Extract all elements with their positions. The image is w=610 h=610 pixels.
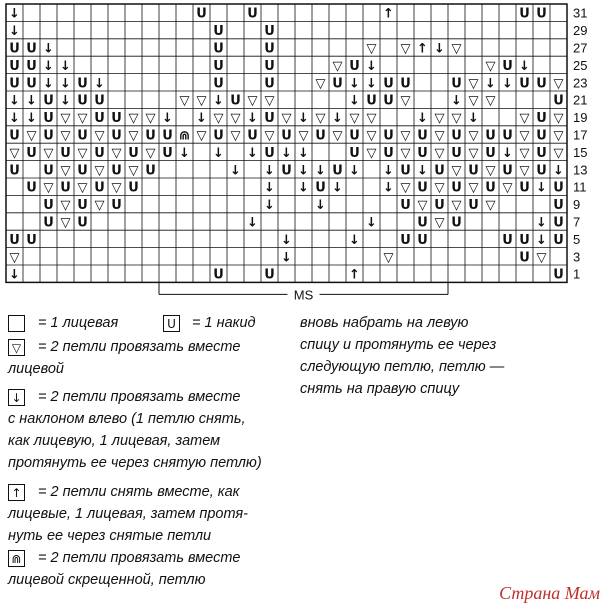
ssk-cell: ↓ — [9, 111, 20, 127]
yarn-over-cell: U — [383, 93, 394, 109]
yarn-over-cell: U — [502, 128, 513, 144]
row-number: 31 — [573, 5, 588, 21]
k2tog-cell: ▽ — [434, 128, 445, 144]
legend-k2tog-2: лицевой — [8, 361, 64, 377]
yarn-over-cell: U — [366, 93, 377, 109]
row-number: 1 — [573, 266, 581, 282]
k2tog-cell: ▽ — [315, 76, 326, 92]
legend-k2tog-tbl: = 2 петли провязать вместе — [38, 550, 241, 566]
k2tog-cell: ▽ — [434, 180, 445, 196]
yarn-over-cell: U — [553, 232, 564, 248]
k2tog-cell: ▽ — [43, 180, 54, 196]
row-number: 9 — [573, 197, 581, 213]
k2tog-cell: ▽ — [77, 145, 88, 161]
k2tog-cell: ▽ — [451, 198, 462, 214]
yarn-over-cell: U — [264, 267, 275, 283]
row-number: 27 — [573, 40, 588, 56]
ssk-cell: ↓ — [332, 111, 343, 127]
yarn-over-cell: U — [128, 180, 139, 196]
legend-cont-4: снять на правую спицу — [300, 381, 460, 397]
legend-k2tog-tbl-2: лицевой скрещенной, петлю — [8, 572, 206, 588]
yarn-over-cell: U — [349, 58, 360, 74]
yarn-over-cell: U — [94, 93, 105, 109]
yarn-over-cell: U — [468, 198, 479, 214]
k2tog-cell: ▽ — [468, 180, 479, 196]
yarn-over-cell: U — [281, 163, 292, 179]
ssk-cell: ↓ — [315, 198, 326, 214]
yarn-over-cell: U — [281, 128, 292, 144]
s2kp-symbol-icon: ↑ — [8, 484, 25, 501]
k2tog-cell: ▽ — [468, 93, 479, 109]
k2tog-cell: ▽ — [94, 163, 105, 179]
s2kp-cell: ↑ — [383, 6, 394, 22]
yarn-over-cell: U — [434, 198, 445, 214]
ssk-cell: ↓ — [502, 145, 513, 161]
yarn-over-cell: U — [553, 215, 564, 231]
ssk-cell: ↓ — [60, 76, 71, 92]
yarn-over-cell: U — [111, 111, 122, 127]
k2tog-cell: ▽ — [383, 250, 394, 266]
yarn-over-cell: U — [43, 93, 54, 109]
ssk-cell: ↓ — [536, 180, 547, 196]
yarn-over-cell: U — [77, 76, 88, 92]
ssk-cell: ↓ — [9, 24, 20, 40]
yarn-over-cell: U — [43, 215, 54, 231]
legend-ssk-3: как лицевую, 1 лицевая, затем — [8, 433, 221, 449]
legend-knit: = 1 лицевая — [38, 315, 119, 331]
k2tog-cell: ▽ — [519, 111, 530, 127]
k2tog-cell: ▽ — [179, 93, 190, 109]
k2tog-cell: ▽ — [9, 145, 20, 161]
yarn-over-cell: U — [553, 198, 564, 214]
k2tog-cell: ▽ — [519, 128, 530, 144]
ssk-cell: ↓ — [213, 145, 224, 161]
row-number: 5 — [573, 231, 581, 247]
ssk-cell: ↓ — [179, 145, 190, 161]
k2tog-cell: ▽ — [553, 111, 564, 127]
k2tog-cell: ▽ — [502, 180, 513, 196]
ssk-cell: ↓ — [281, 232, 292, 248]
legend-cont-2: спицу и протянуть ее через — [300, 337, 497, 353]
ssk-cell: ↓ — [366, 76, 377, 92]
yarn-over-cell: U — [77, 215, 88, 231]
row-number: 15 — [573, 144, 588, 160]
ssk-symbol-icon: ↓ — [8, 389, 25, 406]
k2tog-cell: ▽ — [77, 180, 88, 196]
yarn-over-cell: U — [9, 58, 20, 74]
k2tog-cell: ▽ — [111, 145, 122, 161]
legend-k2tog: = 2 петли провязать вместе — [38, 339, 241, 355]
yarn-over-cell: U — [213, 128, 224, 144]
k2tog-cell: ▽ — [128, 163, 139, 179]
yarn-over-cell: U — [536, 111, 547, 127]
k2tog-cell: ▽ — [485, 163, 496, 179]
k2tog-cell: ▽ — [519, 163, 530, 179]
yarn-over-cell: U — [213, 58, 224, 74]
yarn-over-cell: U — [485, 145, 496, 161]
k2tog-cell: ▽ — [417, 198, 428, 214]
k2tog-tbl-symbol-icon: ⋒ — [8, 550, 25, 567]
legend-ssk-2: с наклоном влево (1 петлю снять, — [8, 411, 246, 427]
ssk-cell: ↓ — [281, 250, 292, 266]
k2tog-cell: ▽ — [468, 145, 479, 161]
yarn-over-cell: U — [60, 145, 71, 161]
k2tog-cell: ▽ — [247, 93, 258, 109]
k2tog-cell: ▽ — [145, 111, 156, 127]
k2tog-cell: ▽ — [451, 41, 462, 57]
k2tog-cell: ▽ — [332, 58, 343, 74]
yarn-over-cell: U — [77, 128, 88, 144]
ssk-cell: ↓ — [162, 111, 173, 127]
ssk-cell: ↓ — [9, 267, 20, 283]
yarn-over-cell: U — [519, 76, 530, 92]
legend-ssk-4: протянуть ее через снятую петлю) — [8, 455, 262, 471]
k2tog-cell: ▽ — [400, 145, 411, 161]
row-number: 3 — [573, 249, 581, 265]
yarn-over-cell: U — [315, 128, 326, 144]
yarn-over-cell: U — [111, 128, 122, 144]
yarn-over-cell: U — [213, 76, 224, 92]
yarn-over-cell: U — [9, 163, 20, 179]
ssk-cell: ↓ — [383, 180, 394, 196]
yarn-over-cell: U — [383, 128, 394, 144]
k2tog-cell: ▽ — [400, 93, 411, 109]
k2tog-cell: ▽ — [468, 128, 479, 144]
ssk-cell: ↓ — [298, 163, 309, 179]
yarn-over-cell: U — [264, 145, 275, 161]
k2tog-cell: ▽ — [60, 163, 71, 179]
yarn-over-cell: U — [519, 6, 530, 22]
yarn-over-cell: U — [162, 145, 173, 161]
ssk-cell: ↓ — [383, 163, 394, 179]
k2tog-cell: ▽ — [434, 215, 445, 231]
k2tog-cell: ▽ — [264, 93, 275, 109]
k2tog-cell: ▽ — [366, 41, 377, 57]
row-number: 7 — [573, 214, 581, 230]
ssk-cell: ↓ — [536, 232, 547, 248]
yarn-over-cell: U — [417, 128, 428, 144]
yarn-over-cell: U — [519, 250, 530, 266]
legend-s2kp-3: нуть ее через снятые петли — [8, 528, 212, 544]
k2tog-cell: ▽ — [77, 111, 88, 127]
row-number: 21 — [573, 92, 588, 108]
ssk-cell: ↓ — [349, 232, 360, 248]
yarn-over-cell: U — [468, 163, 479, 179]
ssk-cell: ↓ — [264, 198, 275, 214]
k2tog-cell: ▽ — [230, 128, 241, 144]
legend-s2kp-2: лицевые, 1 лицевая, затем протя- — [8, 506, 248, 522]
yarn-over-cell: U — [9, 76, 20, 92]
ssk-cell: ↓ — [264, 163, 275, 179]
yarn-over-cell: U — [230, 93, 241, 109]
yarn-over-cell: U — [502, 58, 513, 74]
ssk-cell: ↓ — [230, 163, 241, 179]
k2tog-cell: ▽ — [400, 41, 411, 57]
yarn-over-cell: U — [400, 232, 411, 248]
ssk-cell: ↓ — [60, 93, 71, 109]
legend-cont-3: следующую петлю, петлю — — [300, 359, 505, 375]
yarn-over-cell: U — [400, 76, 411, 92]
k2tog-cell: ▽ — [400, 128, 411, 144]
k2tog-cell: ▽ — [128, 111, 139, 127]
k2tog-tbl-cell: ⋒ — [179, 128, 190, 144]
k2tog-cell: ▽ — [60, 111, 71, 127]
yarn-over-cell: U — [519, 180, 530, 196]
ssk-cell: ↓ — [213, 93, 224, 109]
row-number: 11 — [573, 179, 587, 195]
yarn-over-cell: U — [111, 198, 122, 214]
yarn-over-cell: U — [417, 232, 428, 248]
k2tog-cell: ▽ — [485, 93, 496, 109]
yarn-over-cell: U — [451, 145, 462, 161]
yarn-over-cell: U — [43, 198, 54, 214]
yarn-over-cell: U — [213, 41, 224, 57]
ssk-cell: ↓ — [298, 180, 309, 196]
k2tog-cell: ▽ — [213, 111, 224, 127]
yarn-over-cell: U — [502, 232, 513, 248]
yarn-over-cell: U — [315, 180, 326, 196]
ssk-cell: ↓ — [519, 58, 530, 74]
k2tog-cell: ▽ — [94, 198, 105, 214]
watermark-logo: Страна Мам — [499, 583, 600, 603]
s2kp-cell: ↑ — [349, 267, 360, 283]
yarn-over-cell: U — [417, 145, 428, 161]
k2tog-cell: ▽ — [434, 111, 445, 127]
k2tog-cell: ▽ — [111, 180, 122, 196]
yarn-over-cell: U — [519, 232, 530, 248]
yarn-over-cell: U — [26, 145, 37, 161]
yarn-over-cell: U — [77, 198, 88, 214]
yarn-over-cell: U — [264, 41, 275, 57]
ssk-cell: ↓ — [332, 180, 343, 196]
k2tog-cell: ▽ — [60, 128, 71, 144]
yarn-over-cell: U — [417, 215, 428, 231]
yarn-over-cell: U — [264, 58, 275, 74]
ssk-cell: ↓ — [315, 163, 326, 179]
yarn-over-cell: U — [417, 180, 428, 196]
ssk-cell: ↓ — [502, 76, 513, 92]
k2tog-cell: ▽ — [332, 128, 343, 144]
k2tog-cell: ▽ — [196, 93, 207, 109]
k2tog-cell: ▽ — [9, 250, 20, 266]
ssk-cell: ↓ — [281, 145, 292, 161]
yarn-over-cell: U — [26, 58, 37, 74]
k2tog-cell: ▽ — [230, 111, 241, 127]
ssk-cell: ↓ — [349, 76, 360, 92]
yarn-over-cell: U — [26, 41, 37, 57]
legend-yarn-over: = 1 накид — [192, 315, 256, 331]
yarn-over-cell: U — [485, 128, 496, 144]
k2tog-cell: ▽ — [43, 145, 54, 161]
ssk-cell: ↓ — [26, 93, 37, 109]
k2tog-cell: ▽ — [553, 128, 564, 144]
row-number: 13 — [573, 162, 588, 178]
yarn-over-cell: U — [485, 180, 496, 196]
yarn-over-cell: U — [349, 128, 360, 144]
yarn-over-cell: U — [502, 163, 513, 179]
ssk-cell: ↓ — [60, 58, 71, 74]
k2tog-cell: ▽ — [400, 180, 411, 196]
yarn-over-cell: U — [553, 180, 564, 196]
legend-ssk: = 2 петли провязать вместе — [38, 389, 241, 405]
repeat-label: MS — [293, 287, 314, 303]
ssk-cell: ↓ — [468, 111, 479, 127]
ssk-cell: ↓ — [43, 58, 54, 74]
k2tog-cell: ▽ — [60, 198, 71, 214]
yarn-over-cell: U — [128, 145, 139, 161]
yarn-over-cell: U — [553, 93, 564, 109]
yarn-over-cell: U — [383, 76, 394, 92]
yarn-over-cell: U — [536, 76, 547, 92]
ssk-cell: ↓ — [9, 93, 20, 109]
yarn-over-cell: U — [77, 163, 88, 179]
ssk-cell: ↓ — [349, 163, 360, 179]
ssk-cell: ↓ — [366, 58, 377, 74]
ssk-cell: ↓ — [264, 180, 275, 196]
yarn-over-cell: U — [43, 163, 54, 179]
k2tog-cell: ▽ — [298, 128, 309, 144]
ssk-cell: ↓ — [247, 215, 258, 231]
yarn-over-cell: U — [43, 111, 54, 127]
yarn-over-cell: U — [451, 128, 462, 144]
ssk-cell: ↓ — [417, 111, 428, 127]
ssk-cell: ↓ — [417, 163, 428, 179]
row-number: 19 — [573, 110, 588, 126]
k2tog-cell: ▽ — [553, 76, 564, 92]
ssk-cell: ↓ — [366, 215, 377, 231]
yarn-over-cell: U — [26, 180, 37, 196]
yarn-over-cell: U — [145, 163, 156, 179]
k2tog-cell: ▽ — [451, 111, 462, 127]
legend-s2kp: = 2 петли снять вместе, как — [38, 484, 240, 500]
yarn-over-cell: U — [451, 180, 462, 196]
k2tog-cell: ▽ — [434, 145, 445, 161]
ssk-cell: ↓ — [26, 111, 37, 127]
yarn-over-cell: U — [247, 6, 258, 22]
k2tog-cell: ▽ — [366, 145, 377, 161]
k2tog-cell: ▽ — [485, 58, 496, 74]
yarn-over-cell: U — [9, 128, 20, 144]
yarn-over-cell: U — [332, 163, 343, 179]
k2tog-cell: ▽ — [366, 128, 377, 144]
yarn-over-cell: U — [434, 163, 445, 179]
yarn-over-cell: U — [536, 163, 547, 179]
yarn-over-cell: U — [111, 163, 122, 179]
ssk-cell: ↓ — [43, 41, 54, 57]
yarn-over-cell: U — [162, 128, 173, 144]
yarn-over-cell: U — [94, 111, 105, 127]
yarn-over-cell: U — [9, 232, 20, 248]
row-number: 17 — [573, 127, 588, 143]
yarn-over-cell: U — [26, 76, 37, 92]
ssk-cell: ↓ — [298, 111, 309, 127]
yarn-over-cell: U — [264, 24, 275, 40]
k2tog-cell: ▽ — [94, 128, 105, 144]
k2tog-cell: ▽ — [519, 145, 530, 161]
legend-cont-1: вновь набрать на левую — [300, 315, 469, 331]
k2tog-cell: ▽ — [145, 145, 156, 161]
yarn-over-cell: U — [400, 198, 411, 214]
yarn-over-cell: U — [94, 145, 105, 161]
k2tog-cell: ▽ — [366, 111, 377, 127]
row-number: 23 — [573, 75, 588, 91]
yarn-over-cell: U — [26, 232, 37, 248]
yarn-over-cell: U — [43, 128, 54, 144]
yarn-over-cell: U — [451, 215, 462, 231]
k2tog-cell: ▽ — [553, 145, 564, 161]
ssk-cell: ↓ — [247, 145, 258, 161]
yarn-over-cell: U — [247, 128, 258, 144]
k2tog-cell: ▽ — [264, 128, 275, 144]
yarn-over-cell: U — [264, 76, 275, 92]
yarn-over-cell: U — [349, 145, 360, 161]
ssk-cell: ↓ — [94, 76, 105, 92]
row-number: 25 — [573, 57, 588, 73]
yarn-over-cell: U — [553, 267, 564, 283]
yarn-over-symbol-icon: U — [163, 315, 180, 332]
yarn-over-cell: U — [536, 145, 547, 161]
k2tog-cell: ▽ — [485, 198, 496, 214]
ssk-cell: ↓ — [434, 41, 445, 57]
ssk-cell: ↓ — [247, 111, 258, 127]
k2tog-cell: ▽ — [196, 128, 207, 144]
yarn-over-cell: U — [383, 145, 394, 161]
k2tog-symbol-icon: ▽ — [8, 339, 25, 356]
k2tog-cell: ▽ — [536, 250, 547, 266]
k2tog-cell: ▽ — [60, 215, 71, 231]
ssk-cell: ↓ — [298, 145, 309, 161]
k2tog-cell: ▽ — [26, 128, 37, 144]
k2tog-cell: ▽ — [451, 163, 462, 179]
k2tog-cell: ▽ — [315, 111, 326, 127]
yarn-over-cell: U — [451, 76, 462, 92]
yarn-over-cell: U — [94, 180, 105, 196]
k2tog-cell: ▽ — [468, 76, 479, 92]
yarn-over-cell: U — [536, 6, 547, 22]
yarn-over-cell: U — [145, 128, 156, 144]
yarn-over-cell: U — [264, 111, 275, 127]
yarn-over-cell: U — [196, 6, 207, 22]
s2kp-cell: ↑ — [417, 41, 428, 57]
yarn-over-cell: U — [400, 163, 411, 179]
yarn-over-cell: U — [536, 128, 547, 144]
yarn-over-cell: U — [213, 24, 224, 40]
k2tog-cell: ▽ — [128, 128, 139, 144]
k2tog-cell: ▽ — [281, 111, 292, 127]
ssk-cell: ↓ — [196, 111, 207, 127]
ssk-cell: ↓ — [451, 93, 462, 109]
yarn-over-cell: U — [60, 180, 71, 196]
ssk-cell: ↓ — [9, 6, 20, 22]
ssk-cell: ↓ — [536, 215, 547, 231]
ssk-cell: ↓ — [485, 76, 496, 92]
k2tog-cell: ▽ — [349, 111, 360, 127]
yarn-over-cell: U — [77, 93, 88, 109]
knit-symbol-icon — [8, 315, 25, 332]
row-number: 29 — [573, 23, 588, 39]
yarn-over-cell: U — [332, 76, 343, 92]
ssk-cell: ↓ — [553, 163, 564, 179]
ssk-cell: ↓ — [349, 93, 360, 109]
yarn-over-cell: U — [9, 41, 20, 57]
yarn-over-cell: U — [213, 267, 224, 283]
ssk-cell: ↓ — [43, 76, 54, 92]
